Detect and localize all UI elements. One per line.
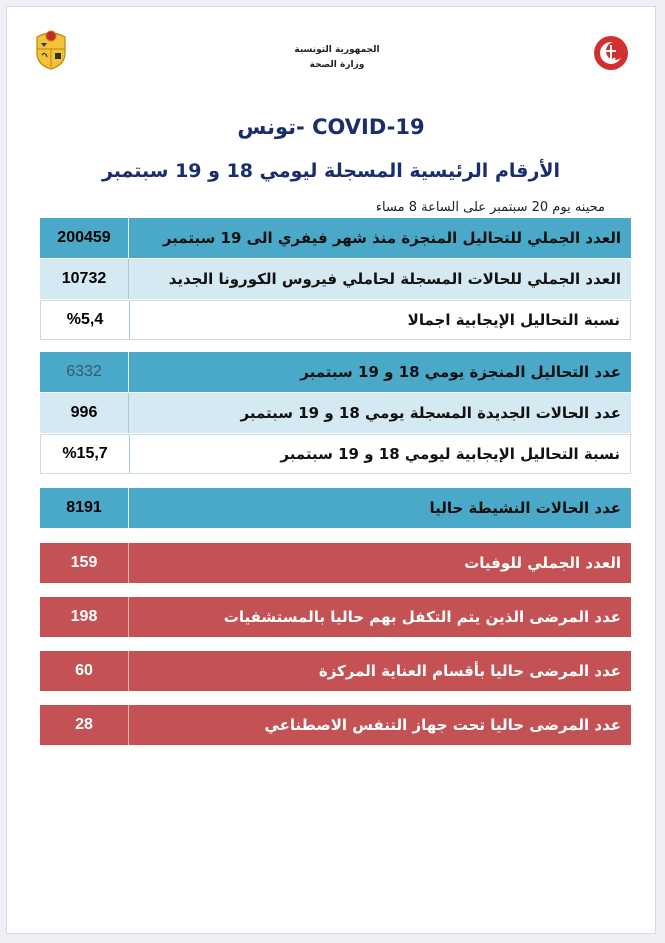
row-new-cases [40,393,631,433]
page-title: COVID-19 -تونس [237,115,425,139]
row-active-cases [40,488,631,528]
row-value: 6332 [66,363,102,380]
red-crescent-icon [593,35,629,71]
row-recent-positivity [40,434,631,474]
page-subtitle: الأرقام الرئيسية المسجلة ليومي 18 و 19 سبتمبر [101,160,561,182]
row-icu [40,651,631,691]
row-hospitalized [40,597,631,637]
row-label: عدد المرضى الذين يتم التكفل بهم حاليا بالمستشفيات [128,597,631,637]
gov-line-republic: الجمهورية التونسية [294,45,380,55]
gov-line-ministry: وزارة الصحة [309,60,365,70]
row-value: 198 [70,608,98,625]
row-value: 159 [70,554,98,571]
document-page [6,6,656,934]
row-value: %5,4 [66,311,104,328]
row-label: عدد الحالات الجديدة المسجلة يومي 18 و 19 سبتمبر [128,393,631,433]
row-label: نسبة التحاليل الإيجابية اجمالا [129,301,630,339]
row-total-tests [40,218,631,258]
row-recent-tests [40,352,631,392]
row-ventilator [40,705,631,745]
row-label: عدد الحالات النشيطة حاليا [128,488,631,528]
row-value: 28 [75,716,93,733]
row-label: نسبة التحاليل الإيجابية ليومي 18 و 19 سبتمبر [129,435,630,473]
ministry-header [237,43,437,73]
row-value: 60 [75,662,93,679]
row-value: 200459 [57,229,111,246]
row-total-cases [40,259,631,299]
row-positivity-total [40,300,631,340]
update-timestamp: محينه يوم 20 سبتمبر على الساعة 8 مساء [375,200,605,215]
row-value: 8191 [66,499,102,516]
row-label: العدد الجملي للوفيات [128,543,631,583]
row-value: %15,7 [62,445,108,462]
row-label: عدد المرضى حاليا تحت جهاز التنفس الاصطناعي [128,705,631,745]
row-deaths [40,543,631,583]
tunisia-coat-of-arms-icon [33,27,69,71]
row-value: 10732 [61,270,107,287]
row-label: عدد المرضى حاليا بأقسام العناية المركزة [128,651,631,691]
row-label: عدد التحاليل المنجزة يومي 18 و 19 سبتمبر [128,352,631,392]
row-label: العدد الجملي للحالات المسجلة لحاملي فيروس الكورونا الجديد [128,259,631,299]
row-label: العدد الجملي للتحاليل المنجزة منذ شهر فيفري الى 19 سبتمبر [128,218,631,258]
row-value: 996 [70,404,98,421]
